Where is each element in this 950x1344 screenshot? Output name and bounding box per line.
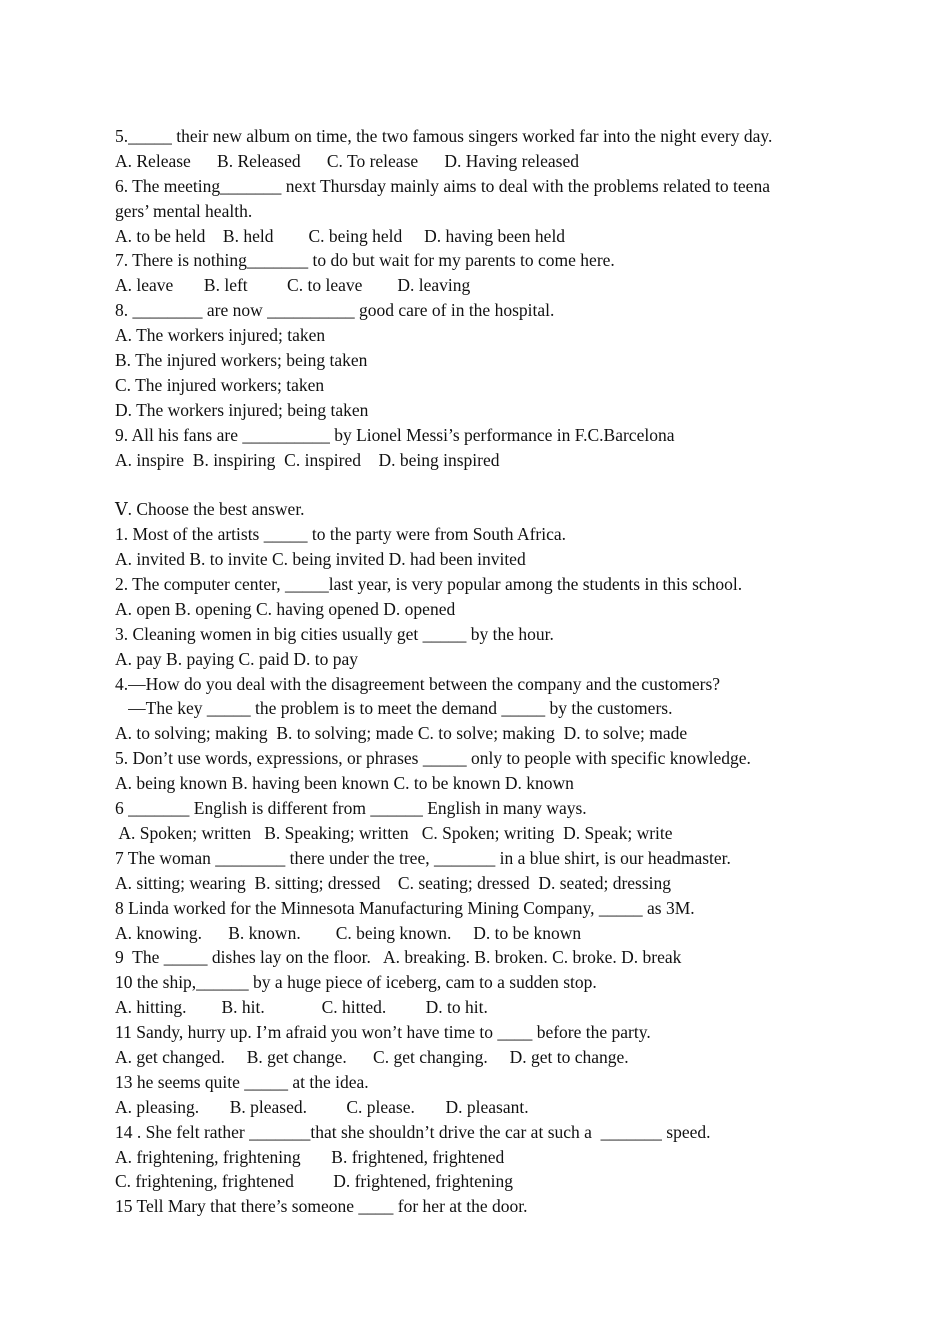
answer-options: A. pleasing. B. pleased. C. please. D. pleasant. <box>115 1096 529 1117</box>
question-text: 8. ________ are now __________ good care of in the hospital. <box>115 300 555 321</box>
answer-options: A. hitting. B. hit. C. hitted. D. to hit. <box>115 997 488 1018</box>
answer-option: A. The workers injured; taken <box>115 325 326 346</box>
answer-options: A. to be held B. held C. being held D. having been held <box>115 225 566 246</box>
answer-options: C. frightening, frightened D. frightened, frightening <box>115 1171 514 1192</box>
question-text: 5._____ their new album on time, the two famous singers worked far into the night every day. <box>115 126 773 146</box>
answer-option: C. The injured workers; taken <box>115 374 325 395</box>
question-text-continued: gers’ mental health. <box>115 200 253 221</box>
question-text: 6 _______ English is different from ______ English in many ways. <box>115 798 587 819</box>
question-text: 9 The _____ dishes lay on the floor. A. breaking. B. broken. C. broke. D. break <box>115 947 682 968</box>
answer-options: A. knowing. B. known. C. being known. D. to be known <box>115 922 582 943</box>
question-text: 9. All his fans are __________ by Lionel Messi’s performance in F.C.Barcelona <box>115 424 675 445</box>
question-text: 3. Cleaning women in big cities usually get _____ by the hour. <box>115 623 554 644</box>
question-text: 7 The woman ________ there under the tree, _______ in a blue shirt, is our headmaster. <box>115 847 731 868</box>
question-text: 15 Tell Mary that there’s someone ____ for her at the door. <box>115 1196 528 1217</box>
question-text-continued: —The key _____ the problem is to meet the demand _____ by the customers. <box>115 698 673 719</box>
answer-options: A. open B. opening C. having opened D. opened <box>115 598 456 619</box>
question-text: 6. The meeting_______ next Thursday mainly aims to deal with the problems related to teena <box>115 175 770 196</box>
answer-options: A. pay B. paying C. paid D. to pay <box>115 648 359 669</box>
question-text: 10 the ship,______ by a huge piece of iceberg, cam to a sudden stop. <box>115 972 597 993</box>
section-heading: Ⅴ. Choose the best answer. <box>115 499 305 520</box>
answer-options: A. inspire B. inspiring C. inspired D. being inspired <box>115 449 500 470</box>
answer-options: A. sitting; wearing B. sitting; dressed C. seating; dressed D. seated; dressing <box>115 872 672 893</box>
answer-options: A. to solving; making B. to solving; made C. to solve; making D. to solve; made <box>115 723 688 744</box>
answer-options: A. frightening, frightening B. frightened, frightened <box>115 1146 505 1167</box>
question-text: 5. Don’t use words, expressions, or phrases _____ only to people with specific knowledge. <box>115 748 751 769</box>
answer-options: A. leave B. left C. to leave D. leaving <box>115 275 471 296</box>
exercise-text <box>115 124 845 1219</box>
answer-options: A. get changed. B. get change. C. get changing. D. get to change. <box>115 1046 629 1067</box>
answer-options: A. Spoken; written B. Speaking; written C. Spoken; writing D. Speak; write <box>115 822 673 843</box>
question-text: 14 . She felt rather _______that she shouldn’t drive the car at such a _______ speed. <box>115 1121 711 1142</box>
answer-options: A. invited B. to invite C. being invited D. had been invited <box>115 549 526 570</box>
question-text: 7. There is nothing_______ to do but wait for my parents to come here. <box>115 250 615 271</box>
section-spacer <box>115 472 845 497</box>
answer-option: B. The injured workers; being taken <box>115 350 368 371</box>
question-text: 8 Linda worked for the Minnesota Manufacturing Mining Company, _____ as 3M. <box>115 897 695 918</box>
answer-options: A. being known B. having been known C. to be known D. known <box>115 773 574 794</box>
question-text: 1. Most of the artists _____ to the party were from South Africa. <box>115 524 567 545</box>
question-text: 13 he seems quite _____ at the idea. <box>115 1071 369 1092</box>
answer-option: D. The workers injured; being taken <box>115 399 369 420</box>
question-text: 2. The computer center, _____last year, is very popular among the students in this school. <box>115 574 743 595</box>
answer-options: A. Release B. Released C. To release D. Having released <box>115 150 580 171</box>
question-text: 11 Sandy, hurry up. I’m afraid you won’t have time to ____ before the party. <box>115 1022 651 1043</box>
question-text: 4.—How do you deal with the disagreement between the company and the customers? <box>115 673 721 694</box>
